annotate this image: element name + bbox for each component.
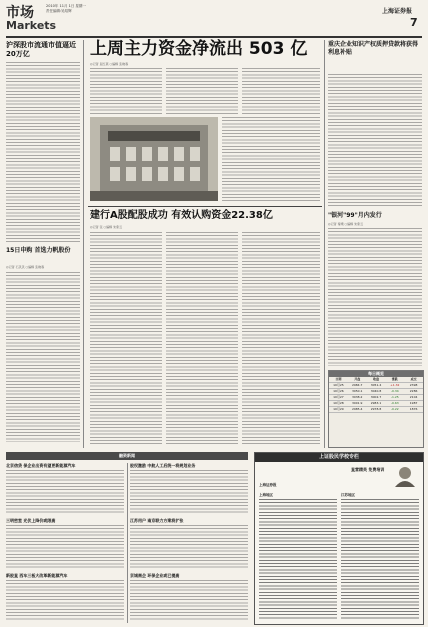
lead-body-col4 (222, 117, 320, 201)
school-ad-contact-label: 上海证券报 (259, 483, 277, 487)
right-byline-2: ◎记者 秦娥 ○编辑 朱紫云 (328, 222, 364, 226)
school-ad-header: 上证股民学校专栏 (255, 453, 423, 462)
market-table-cell: 涨跌 (391, 377, 398, 381)
market-table-cell: 10月26 (333, 389, 344, 393)
bottom-col1-body-3 (6, 580, 124, 620)
market-table-cell: 10月28 (333, 401, 344, 405)
bottom-col2-body-3 (130, 580, 248, 620)
school-ad-list-1 (259, 499, 337, 619)
market-table-cell: 3001.9 (351, 401, 363, 405)
left-headline-1: 沪深股市流通市值逼近20万亿 (6, 41, 76, 58)
bottom-col1-head-3: 新股直 西车三板大改革新能源汽车 (6, 573, 68, 578)
market-table-cell: 2286 (409, 389, 418, 393)
paper-name: 上海证券报 (382, 8, 413, 15)
market-table-title: 每日概览 (329, 371, 423, 377)
school-ad-venue-2: 江苏地区 (341, 493, 355, 497)
market-table-row (329, 407, 423, 413)
market-table-cell: 1876 (409, 407, 418, 411)
market-table-cell: 3002.7 (370, 395, 382, 399)
market-table-cell: -0.22 (390, 407, 399, 411)
lead-body-col3 (242, 68, 320, 114)
lead-byline: ◎记者 屈红燕 ○编辑 张晓春 (90, 62, 129, 66)
masthead-rule (6, 36, 422, 38)
masthead (0, 0, 428, 36)
market-table-cell: 3040.8 (370, 389, 382, 393)
left-body-2 (6, 272, 80, 442)
bottom-col2-head-2: 江苏用户 南京联力方案将扩张 (130, 518, 184, 523)
market-table-cell: 开盘 (354, 377, 361, 381)
issue-date: 2010年 11月 1日 星期一 (46, 4, 86, 8)
market-table-cell: 日期 (335, 377, 342, 381)
market-table-cell: 2984.7 (351, 383, 363, 387)
left-headline-2: 15日申购 首选力帆股份 (6, 247, 71, 254)
bottom-banner-label: 融资新闻 (119, 453, 135, 458)
lead-body-col1 (90, 68, 162, 114)
market-table-cell: 2398 (409, 383, 418, 387)
bottom-col1-head-1: 北京信贷 保企业出资有望更新能源汽车 (6, 463, 76, 468)
left-byline-2: ◎记者 石贝贝 ○编辑 张晓春 (6, 265, 45, 269)
market-table-body (329, 377, 423, 413)
market-table-cell: 3050.1 (351, 389, 363, 393)
bottom-col2-body-2 (130, 525, 248, 569)
market-table-cell: 3051.4 (370, 383, 382, 387)
right-body-2 (328, 228, 422, 366)
school-ad-venue-1: 上海地区 (259, 493, 273, 497)
market-table-cell: 2985.4 (351, 407, 363, 411)
school-ad-portrait (393, 465, 417, 487)
bottom-col1-body-2 (6, 525, 124, 569)
bottom-col1-head-2: 三明密室 光伏上降价或限高 (6, 518, 56, 523)
lead-headline: 上周主力资金净流出 503 亿 (90, 39, 308, 59)
school-ad (254, 452, 424, 625)
market-table-cell: 10月27 (333, 395, 344, 399)
market-table-cell: +1.32 (390, 383, 400, 387)
right-body-1 (328, 74, 422, 208)
bottom-banner (6, 452, 248, 460)
bottom-col1-body-1 (6, 470, 124, 514)
market-table-cell: 3038.2 (351, 395, 363, 399)
market-table-cell: 2983.1 (370, 401, 382, 405)
bottom-col2-head-3: 京城商企 环保企业或已提高 (130, 573, 180, 578)
mid-headline: 建行A股配股成功 有效认购资金22.38亿 (90, 210, 273, 221)
mid-rule (88, 206, 322, 207)
market-table-cell: 成交 (410, 377, 417, 381)
bank-building-photo (90, 117, 218, 201)
mid-byline: ◎记者 张 ○编辑 朱紫云 (90, 225, 123, 229)
market-table-cell: 10月29 (333, 407, 344, 411)
section-title-cn: 市场 (6, 5, 34, 21)
market-table-cell: 2104 (409, 395, 418, 399)
mid-body-col1 (90, 232, 162, 444)
market-table-cell: 2978.8 (370, 407, 382, 411)
market-table-cell: -1.25 (390, 395, 399, 399)
market-table-cell: 10月25 (333, 383, 344, 387)
left-body-1 (6, 62, 80, 242)
mid-body-col2 (166, 232, 238, 444)
market-table (328, 370, 424, 448)
person-portrait-icon (393, 465, 417, 487)
page-number: 7 (410, 16, 418, 29)
right-headline-1: 重庆企业知识产权质押贷款将获得利息补贴 (328, 41, 419, 56)
right-headline-2: "银河"99"月内发行 (328, 212, 382, 219)
section-title-en: Markets (6, 19, 57, 32)
lead-body-col2 (166, 68, 238, 114)
bottom-col1 (6, 463, 124, 623)
col-rule-right (324, 40, 325, 448)
market-table-cell: 1987 (409, 401, 418, 405)
col-rule-left (83, 40, 84, 448)
bank-building-image (90, 117, 218, 201)
mid-body-col3 (242, 232, 320, 444)
market-table-cell: 收盘 (372, 377, 379, 381)
bottom-col2-head-1: 股权激励 中航人工后统一将规划业务 (130, 463, 196, 468)
school-ad-list-2 (341, 499, 419, 619)
bottom-col-rule (127, 463, 128, 623)
editor-line: 责任编辑:吴绍辉 (46, 9, 72, 13)
market-table-cell: -0.34 (390, 389, 399, 393)
bottom-col2 (130, 463, 248, 623)
market-table-cell: -0.63 (390, 401, 399, 405)
school-ad-subtitle: 直营精英 免费培训 (351, 467, 385, 472)
bottom-col2-body-1 (130, 470, 248, 514)
